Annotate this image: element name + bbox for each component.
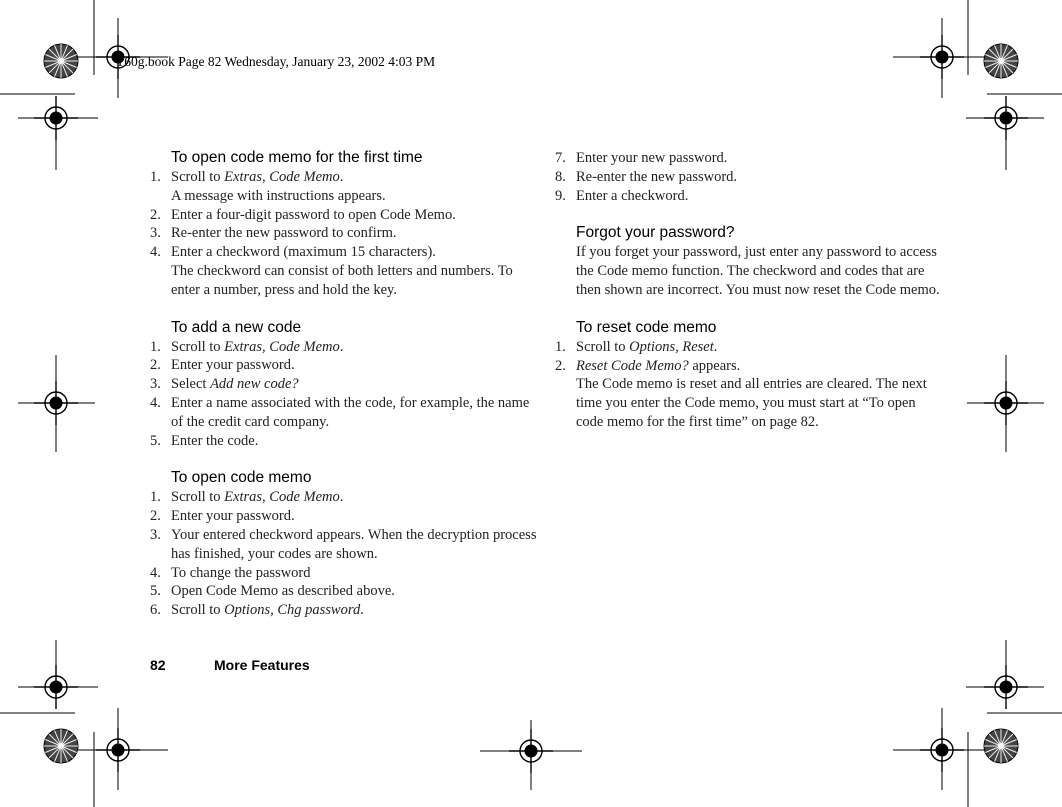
list-item: 3. Re-enter the new password to confirm. <box>150 225 397 242</box>
section-heading: Forgot your password? <box>576 224 735 242</box>
section-heading: To add a new code <box>171 318 302 336</box>
list-item: 1. Scroll to Extras, Code Memo. <box>150 169 344 185</box>
list-item: 7. Enter your new password. <box>555 150 728 166</box>
list-item: 8. Re-enter the new password. <box>555 168 738 185</box>
section-heading: To reset code memo <box>576 318 717 336</box>
section-forgot-password <box>555 223 940 299</box>
list-item: 4. Enter a checkword (maximum 15 characters). <box>150 244 436 261</box>
section-reset-code-memo <box>555 318 940 432</box>
list-item: 3. Your entered checkword appears. When the decryption process has finished, your codes are shown. <box>150 526 537 562</box>
list-item: 4. To change the password <box>150 564 311 581</box>
list-item: 2. Enter your password. <box>150 357 295 374</box>
section-open-first-time <box>150 148 542 300</box>
section-heading: To open code memo for the first time <box>171 149 423 166</box>
page-number: 82 <box>150 657 166 673</box>
section-body: If you forget your password, just enter any password to access the Code memo function. The checkword and codes that are then shown are incorrect. You must now reset the Code memo. <box>576 244 940 298</box>
list-item: 1. Scroll to Extras, Code Memo. <box>150 489 344 506</box>
list-item: 9. Enter a checkword. <box>555 187 689 204</box>
list-item: 1. Scroll to Options, Reset. <box>555 338 718 355</box>
left-column <box>150 148 542 630</box>
page-footer <box>150 657 310 673</box>
list-item: 5. Enter the code. <box>150 432 259 449</box>
item-note: A message with instructions appears. <box>171 187 386 204</box>
list-item: 4. Enter a name associated with the code, for example, the name of the credit card company. <box>150 394 530 430</box>
list-item: 2. Reset Code Memo? appears. <box>555 357 741 374</box>
item-note: The checkword can consist of both letters and numbers. To enter a number, press and hold the key. <box>171 262 513 298</box>
list-item: 2. Enter your password. <box>150 508 295 525</box>
list-item: 2. Enter a four-digit password to open Code Memo. <box>150 206 456 223</box>
section-continued-steps <box>555 149 940 205</box>
chapter-title: More Features <box>214 657 310 673</box>
item-note: The Code memo is reset and all entries are cleared. The next time you enter the Code memo, you must start at “To open code memo for the first time” on page 82. <box>576 376 927 430</box>
list-item: 1. Scroll to Extras, Code Memo. <box>150 338 344 355</box>
section-open-code-memo <box>150 468 542 620</box>
right-column <box>555 148 940 442</box>
section-add-new-code <box>150 318 542 451</box>
list-item: 6. Scroll to Options, Chg password. <box>150 602 364 619</box>
book-slug-line: T60g.book Page 82 Wednesday, January 23, 2002 4:03 PM <box>116 54 436 69</box>
list-item: 3. Select Add new code? <box>150 376 299 393</box>
list-item: 5. Open Code Memo as described above. <box>150 583 395 600</box>
section-heading: To open code memo <box>171 469 312 487</box>
